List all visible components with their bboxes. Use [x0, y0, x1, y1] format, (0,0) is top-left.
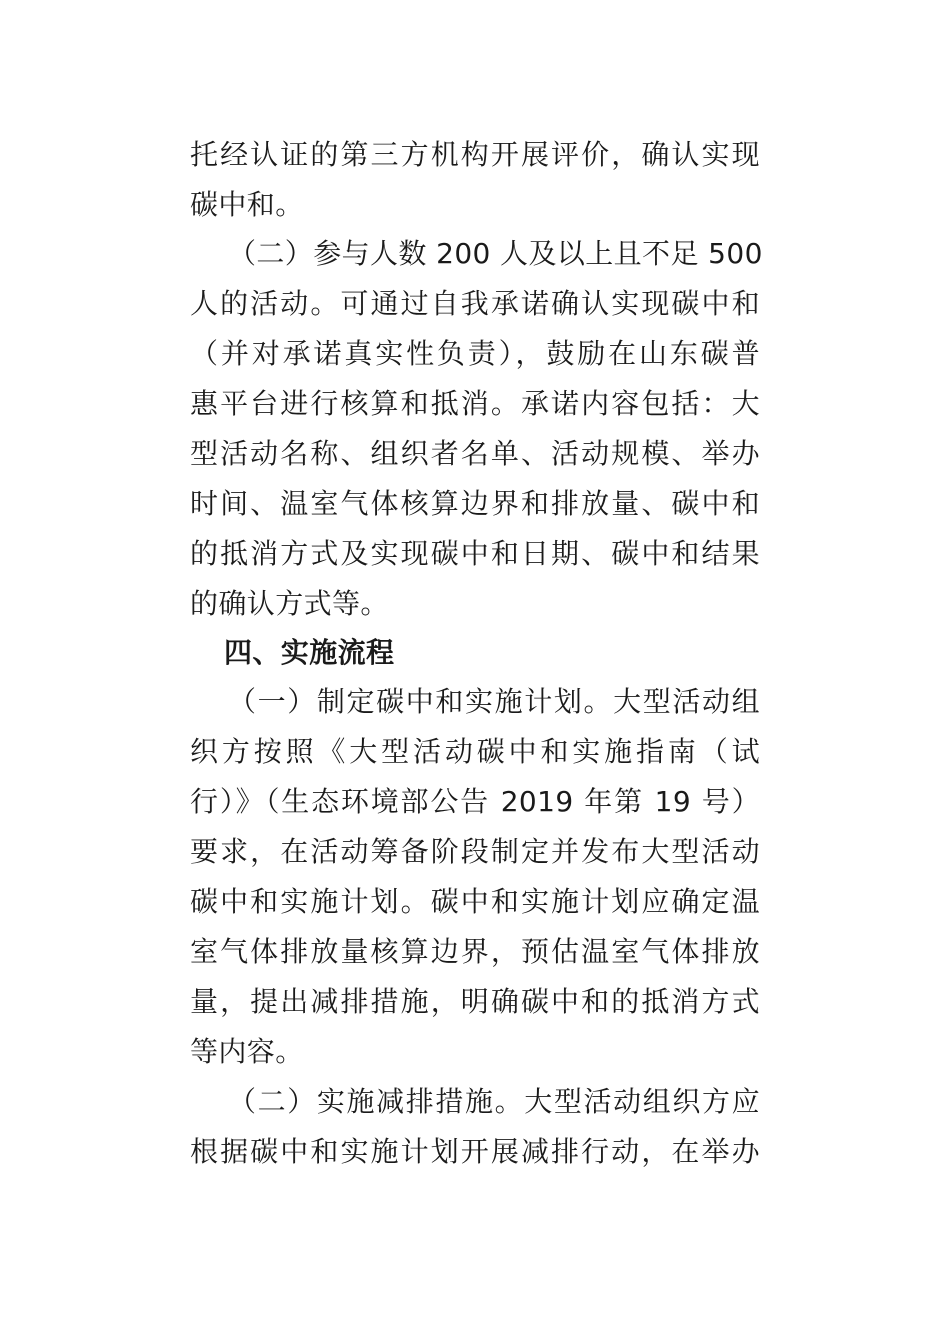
paragraph-line: 织方按照《大型活动碳中和实施指南（试	[190, 735, 760, 768]
paragraph-line: 量，提出减排措施，明确碳中和的抵消方式	[190, 985, 760, 1018]
paragraph-line: 行）》（生态环境部公告 2019 年第 19 号）	[190, 785, 760, 818]
paragraph-line: 要求，在活动筹备阶段制定并发布大型活动	[190, 835, 760, 868]
paragraph-line: 的确认方式等。	[190, 587, 389, 620]
paragraph-line: （二）实施减排措施。大型活动组织方应	[228, 1085, 760, 1118]
paragraph-line: 惠平台进行核算和抵消。承诺内容包括：大	[190, 387, 760, 420]
paragraph-line: 托经认证的第三方机构开展评价，确认实现	[190, 138, 760, 171]
paragraph-line: 型活动名称、组织者名单、活动规模、举办	[190, 437, 760, 470]
paragraph-line: 根据碳中和实施计划开展减排行动，在举办	[190, 1135, 760, 1168]
paragraph-line: （并对承诺真实性负责），鼓励在山东碳普	[190, 337, 760, 370]
paragraph-line: 人的活动。可通过自我承诺确认实现碳中和	[190, 287, 760, 320]
paragraph-line: 的抵消方式及实现碳中和日期、碳中和结果	[190, 537, 760, 570]
paragraph-line: 时间、温室气体核算边界和排放量、碳中和	[190, 487, 760, 520]
paragraph-line: （一）制定碳中和实施计划。大型活动组	[228, 685, 760, 718]
paragraph-line: 等内容。	[190, 1035, 304, 1068]
paragraph-line: （二）参与人数 200 人及以上且不足 500	[228, 237, 763, 270]
paragraph-line: 室气体排放量核算边界，预估温室气体排放	[190, 935, 760, 968]
section-heading: 四、实施流程	[224, 636, 395, 669]
paragraph-line: 碳中和实施计划。碳中和实施计划应确定温	[190, 885, 760, 918]
paragraph-line: 碳中和。	[190, 188, 304, 221]
